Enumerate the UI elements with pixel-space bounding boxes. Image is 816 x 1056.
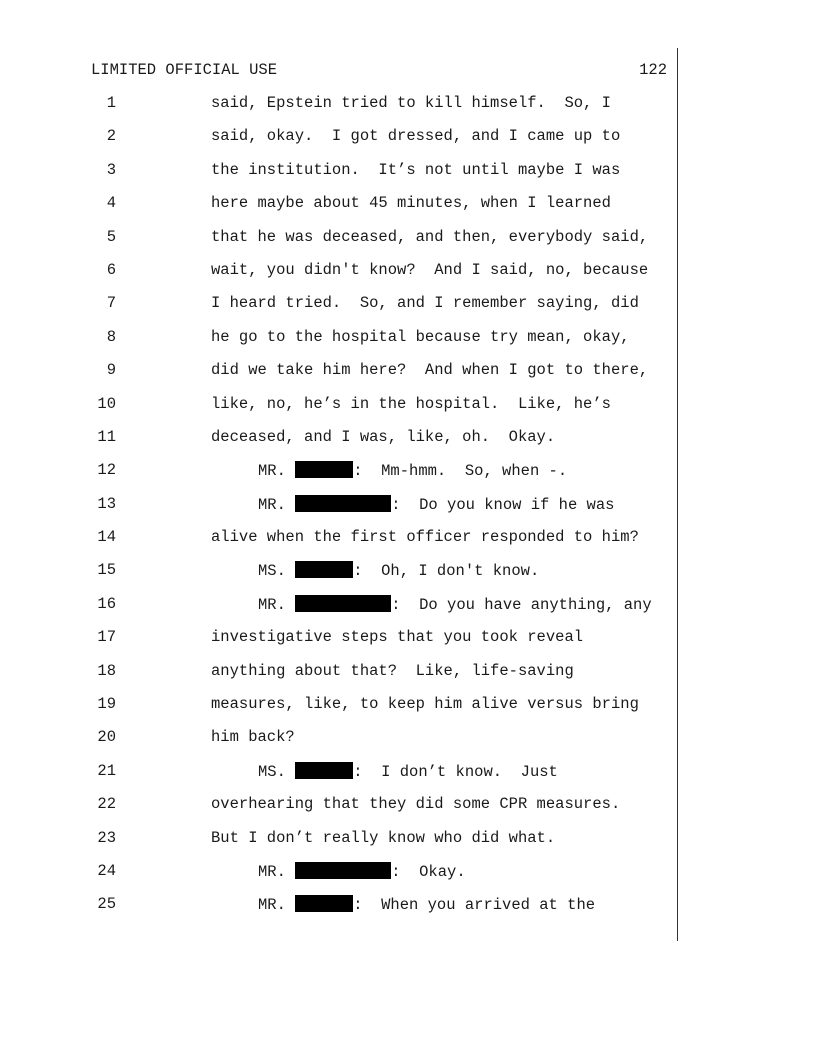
speech-text: : I don’t know. Just [353,762,558,781]
line-text: measures, like, to keep him alive versus bring [211,695,639,714]
speech-text: : Do you have anything, any [391,595,652,614]
transcript-line [0,662,816,695]
speech-text: : Oh, I don't know. [353,562,540,581]
line-number: 24 [97,861,116,880]
transcript-line [0,528,816,561]
speaker-title: MR. [258,595,286,614]
line-text: alive when the first officer responded to him? [211,528,639,547]
redaction-box [295,561,353,578]
line-number: 8 [106,327,116,346]
line-number: 22 [97,795,116,814]
transcript-line [0,561,816,594]
transcript-line [0,628,816,661]
line-number: 18 [97,661,116,680]
redaction-box [295,862,391,879]
speaker-title: MS. [258,562,286,581]
transcript-line [0,895,816,928]
line-number: 11 [97,427,116,446]
speech-text: : Okay. [391,862,466,881]
line-number: 9 [106,361,116,380]
line-number: 1 [106,94,116,112]
speaker-title: MR. [258,462,286,481]
transcript-line [0,728,816,761]
transcript-line [0,428,816,461]
transcript-line [0,94,816,127]
transcript-line [0,595,816,628]
line-number: 13 [97,494,116,513]
speaker-line [258,762,558,781]
line-text: him back? [211,728,295,747]
transcript-line [0,395,816,428]
line-number: 3 [106,160,116,179]
line-text: But I don’t really know who did what. [211,828,556,847]
line-text: investigative steps that you took reveal [211,628,584,647]
transcript-line [0,194,816,227]
speaker-line [258,495,614,514]
speaker-line [258,895,595,914]
line-number: 21 [97,761,116,780]
transcript-line [0,361,816,394]
redaction-box [295,762,353,779]
line-number: 20 [97,728,116,747]
redaction-box [295,461,353,478]
page-number: 122 [639,61,667,79]
line-text: said, okay. I got dressed, and I came up to [211,127,621,146]
redaction-box [295,595,391,612]
line-number: 23 [97,828,116,847]
transcript-line [0,294,816,327]
speaker-line [258,862,466,881]
line-number: 12 [97,461,116,480]
transcript-line [0,695,816,728]
transcript-line [0,161,816,194]
transcript-line [0,829,816,862]
line-number: 10 [97,394,116,413]
line-text: that he was deceased, and then, everybody said, [211,227,649,246]
transcript-line [0,762,816,795]
line-number: 7 [106,294,116,313]
line-number: 2 [106,127,116,146]
speech-text: : Mm-hmm. So, when -. [353,462,568,481]
line-number: 25 [97,895,116,914]
redaction-box [295,495,391,512]
line-number: 16 [97,594,116,613]
line-number: 19 [97,695,116,714]
line-text: he go to the hospital because try mean, okay, [211,327,630,346]
transcript-line [0,261,816,294]
line-text: I heard tried. So, and I remember saying, did [211,294,639,313]
line-text: like, no, he’s in the hospital. Like, he’s [211,394,611,413]
speech-text: : When you arrived at the [353,896,596,915]
classification-header: LIMITED OFFICIAL USE [91,61,278,79]
transcript-line [0,127,816,160]
line-number: 5 [106,227,116,246]
line-text: deceased, and I was, like, oh. Okay. [211,427,556,446]
transcript-line [0,228,816,261]
line-number: 14 [97,528,116,547]
line-number: 15 [97,561,116,580]
line-number: 6 [106,260,116,279]
transcript-line [0,795,816,828]
speaker-line [258,561,539,580]
speaker-line [258,461,567,480]
speech-text: : Do you know if he was [391,495,615,514]
speaker-title: MR. [258,896,286,915]
line-text: overhearing that they did some CPR measures. [211,795,621,814]
line-number: 17 [97,628,116,647]
speaker-title: MR. [258,495,286,514]
redaction-box [295,895,353,912]
speaker-line [258,595,652,614]
line-text: anything about that? Like, life-saving [211,661,574,680]
speaker-title: MR. [258,862,286,881]
transcript-line [0,495,816,528]
line-text: wait, you didn't know? And I said, no, because [211,260,649,279]
line-text: said, Epstein tried to kill himself. So, I [211,94,611,112]
transcript-line [0,328,816,361]
line-text: did we take him here? And when I got to there, [211,361,649,380]
speaker-title: MS. [258,762,286,781]
line-text: the institution. It’s not until maybe I was [211,160,621,179]
transcript-line [0,461,816,494]
transcript-lines [0,94,816,929]
line-text: here maybe about 45 minutes, when I learned [211,194,611,213]
transcript-line [0,862,816,895]
line-number: 4 [106,194,116,213]
